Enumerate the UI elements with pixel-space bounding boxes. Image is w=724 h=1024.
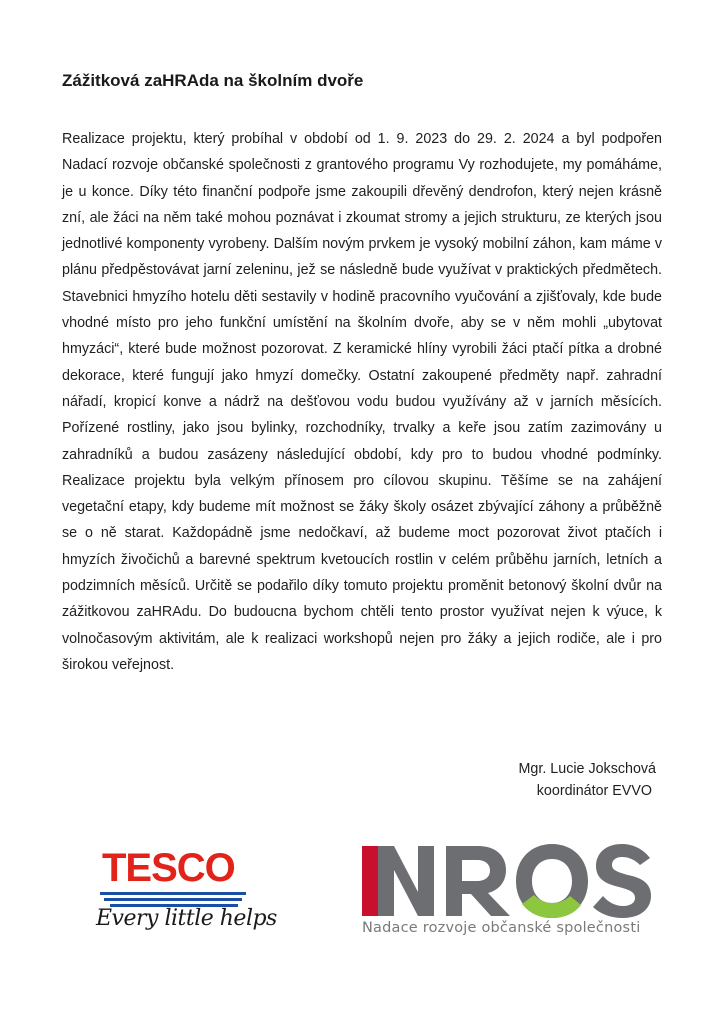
nros-tagline: Nadace rozvoje občanské společnosti — [362, 920, 641, 936]
nros-letter-o — [516, 844, 588, 918]
document-body: Realizace projektu, který probíhal v období od 1. 9. 2023 do 29. 2. 2024 a byl podpořen Nadací rozvoje občanské společnosti z grantového programu Vy rozhodujete, my pomáháme, je u konce. Díky této finanční podpoře jsme zakoupili dřevěný dendrofon, který nejen krásně zní, ale žáci na něm také mohou poznávat i zkoumat stromy a jejich strukturu, ze kterých jsou jednotlivé komponenty vyrobeny. Dalším novým prvkem je vysoký mobilní záhon, kam máme v plánu předpěstovávat jarní zeleninu, jež se následně bude využívat v praktických předmětech. Stavebnici hmyzího hotelu děti sestavily v hodině pracovního vyučování a zjišťovaly, kde bude vhodné místo pro jeho funkční umístění na školním dvoře, aby se v něm mohli „ubytovat hmyzáci“, které bude možnost pozorovat. Z keramické hlíny vyrobili žáci ptačí pítka a drobné dekorace, které fungují jako hmyzí domečky. Ostatní zakoupené předměty např. zahradní nářadí, kropicí konve a nádrž na dešťovou vodu budou využívány až v jarních měsících. Pořízené rostliny, jako jsou bylinky, rozchodníky, trvalky a keře jsou zatím zazimovány u zahradníků a budou zasázeny následující období, kdy pro to budou vhodné podmínky. Realizace projektu byla velkým přínosem pro cílovou skupinu. Těšíme se na zahájení vegetační etapy, kdy budeme mít možnost se žáky školy osázet zbývající záhony a průběžně se o ně starat. Každopádně jsme nedočkaví, až budeme moct pozorovat život ptačích i hmyzích živočichů a barevné spektrum kvetoucích rostlin v celém průběhu jarních, letních a podzimních měsíců. Určitě se podařilo díky tomuto projektu proměnit betonový školní dvůr na zážitkovou zaHRAdu. Do budoucna bychom chtěli tento prostor využívat nejen k výuce, k volnočasovým aktivitám, ale k realizaci workshopů nejen pro žáky a jejich rodiče, ale i pro širokou veřejnost. — [62, 131, 662, 673]
tesco-stripe — [100, 892, 246, 895]
tesco-tagline: Every little helps — [96, 906, 277, 931]
tesco-wordmark: TESCO — [102, 846, 235, 890]
nros-letter-n — [362, 846, 434, 916]
document-title: Zážitková zaHRAda na školním dvoře — [62, 71, 364, 90]
signature-role: koordinátor EVVO — [536, 783, 652, 799]
nros-logo — [360, 842, 660, 942]
signature-block — [519, 758, 656, 802]
tesco-logo — [96, 846, 277, 940]
nros-letter-s — [593, 844, 651, 918]
signature-name: Mgr. Lucie Jokschová — [518, 761, 656, 777]
nros-letter-r — [446, 846, 510, 916]
nros-letters — [360, 842, 656, 918]
tesco-stripe — [104, 898, 242, 901]
